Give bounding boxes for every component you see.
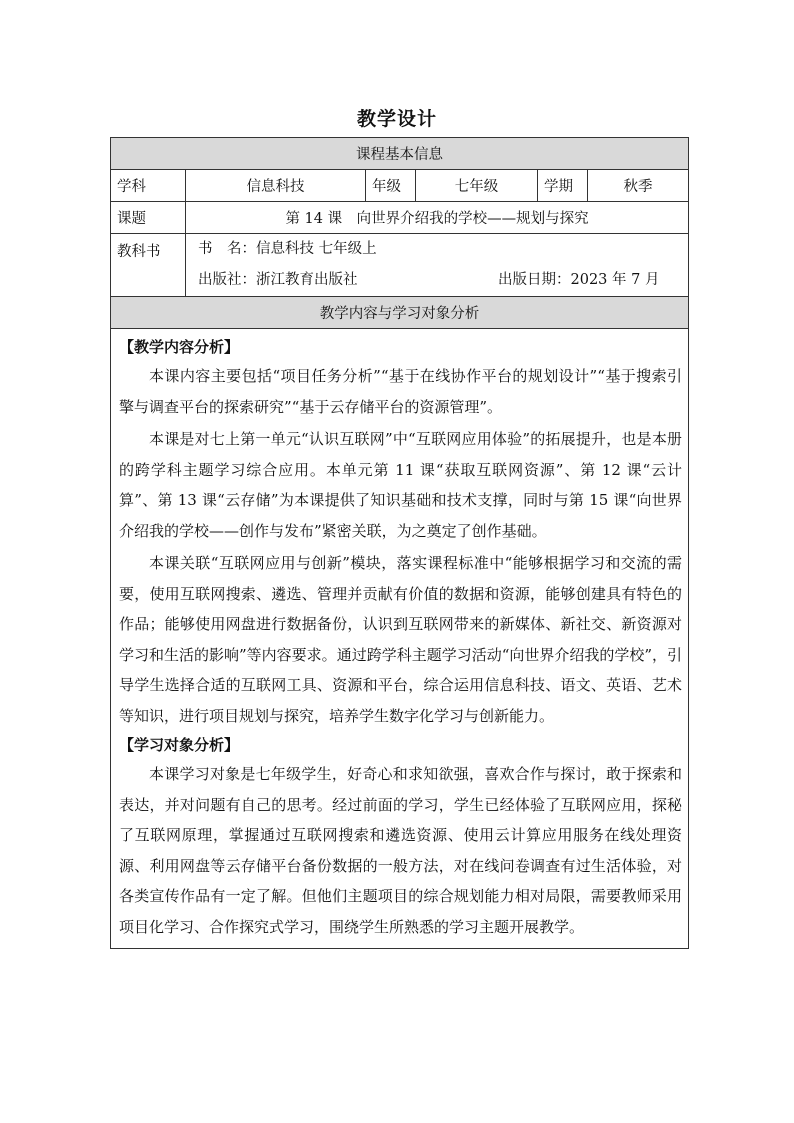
document-title: 教学设计 xyxy=(356,108,437,130)
learner-paragraph: 本课学习对象是七年级学生，好奇心和求知欲强，喜欢合作与探讨，敢于探索和表达，并对问题有自己的思考。经过前面的学习，学生已经体验了互联网应用，探秘了互联网原理，掌握通过互联网搜索和遴选资源、使用云计算应用服务在线处理资源、利用网盘等云存储平台备份数据的一般方法，对在线问卷调查有过生活体验，对各类宣传作品有一定了解。但他们主题项目的综合规划能力相对局限，需要教师采用项目化学习、合作探究式学习，围绕学生所熟悉的学习主题开展教学。 xyxy=(119,765,683,936)
topic-value: 第 14 课 向世界介绍我的学校——规划与探究 xyxy=(186,202,689,234)
textbook-info xyxy=(186,234,689,297)
content-paragraph: 本课内容主要包括“项目任务分析”“基于在线协作平台的规划设计”“基于搜索引擎与调查平台的探索研究”“基于云存储平台的资源管理”。 xyxy=(119,367,683,416)
grade-value: 七年级 xyxy=(416,170,538,202)
textbook-label: 教科书 xyxy=(111,234,186,297)
term-value: 秋季 xyxy=(588,170,689,202)
learner-analysis-heading: 【学习对象分析】 xyxy=(119,736,240,754)
grade-label: 年级 xyxy=(366,170,416,202)
subject-value: 信息科技 xyxy=(186,170,366,202)
course-info-table xyxy=(110,137,689,949)
analysis-content xyxy=(111,329,689,949)
publisher: 出版社：浙江教育出版社 xyxy=(198,272,358,288)
content-paragraph: 本课关联“互联网应用与创新”模块，落实课程标准中“能够根据学习和交流的需要，使用互联网搜索、遴选、管理并贡献有价值的数据和资源，能够创建具有特色的作品；能够使用网盘进行数据备份，认识到互联网带来的新媒体、新社交、新资源对学习和生活的影响”等内容要求。通过跨学科主题学习活动“向世界介绍我的学校”，引导学生选择合适的互联网工具、资源和平台，综合运用信息科技、语文、英语、艺术等知识，进行项目规划与探究，培养学生数字化学习与创新能力。 xyxy=(119,554,683,725)
book-name: 书 名：信息科技 七年级上 xyxy=(198,241,377,257)
basic-info-header: 课程基本信息 xyxy=(111,138,689,170)
content-paragraph: 本课是对七上第一单元“认识互联网”中“互联网应用体验”的拓展提升，也是本册的跨学科主题学习综合应用。本单元第 11 课“获取互联网资源”、第 12 课“云计算”、第 13 课“云存储”为本课提供了知识基础和技术支撑，同时与第 15 课“向世界介绍我的学校——创作与发布”紧密关联，为之奠定了创作基础。 xyxy=(119,430,683,540)
publish-date: 出版日期：2023 年 7 月 xyxy=(498,272,660,288)
analysis-header: 教学内容与学习对象分析 xyxy=(111,297,689,329)
publish-line xyxy=(186,265,688,296)
term-label: 学期 xyxy=(538,170,588,202)
topic-label: 课题 xyxy=(111,202,186,234)
subject-label: 学科 xyxy=(111,170,186,202)
content-analysis-heading: 【教学内容分析】 xyxy=(119,338,240,356)
